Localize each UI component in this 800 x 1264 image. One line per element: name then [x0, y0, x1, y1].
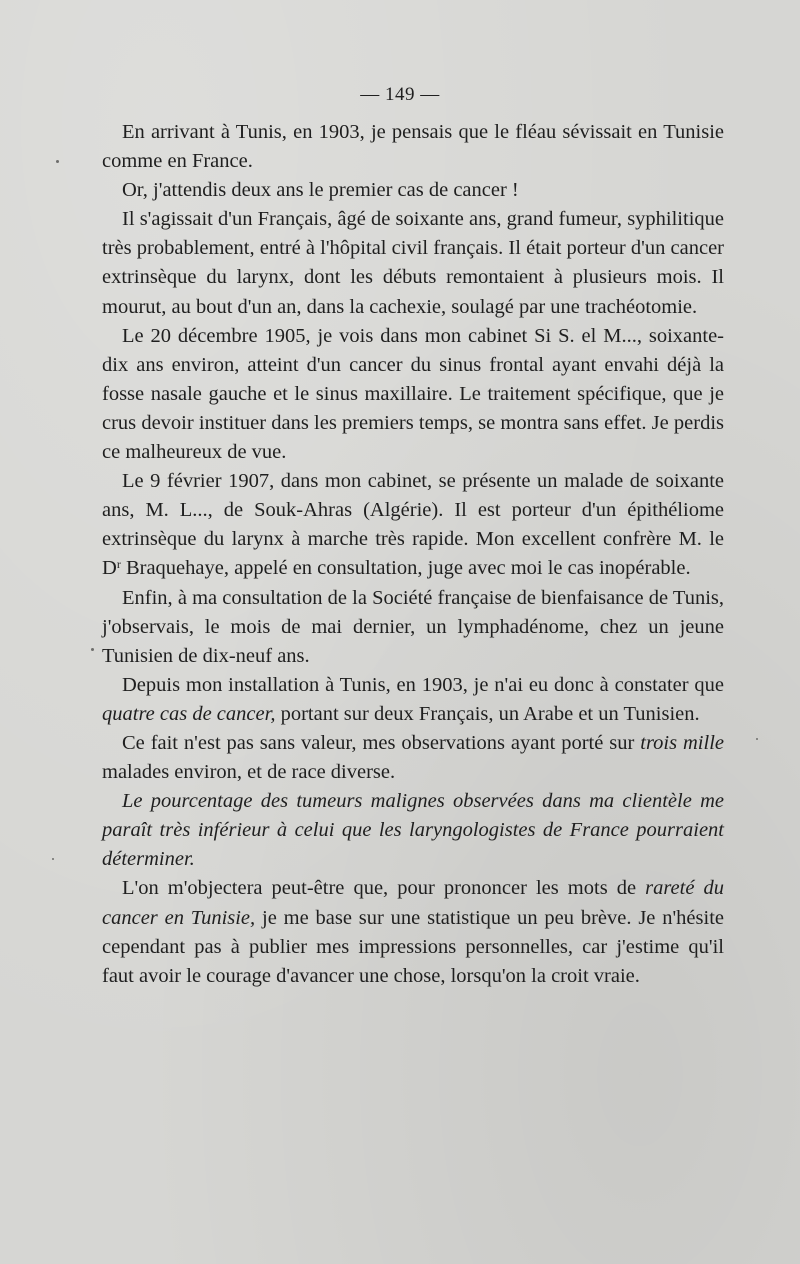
paragraph-conclusion-italic: Le pourcentage des tumeurs malignes observées dans ma clientèle me paraît très inférieur à celui que les laryngologistes de France pourraient déterminer.	[102, 790, 724, 871]
paragraph-objection	[102, 874, 724, 990]
paragraph-third-case	[102, 467, 724, 583]
paragraph-summary	[102, 671, 724, 729]
paper-speck	[52, 858, 54, 860]
paper-speck	[91, 648, 94, 651]
paragraph-objection-end: je me base sur une statistique un peu brève. Je n'hésite cependant pas à publier mes impressions personnelles, car j'estime qu'il faut avoir le courage d'avancer une chose, lorsqu'on la croit vraie.	[102, 906, 724, 987]
paragraph-observations-end: malades environ, et de race diverse.	[102, 761, 396, 784]
paragraph-arrival: En arrivant à Tunis, en 1903, je pensais que le fléau sévissait en Tunisie comme en France.	[102, 121, 724, 173]
paragraph-objection-start: L'on m'objectera peut-être que, pour prononcer les mots de	[122, 877, 646, 900]
paragraph-observations-start: Ce fait n'est pas sans valeur, mes observations ayant porté sur	[122, 731, 641, 754]
paper-speck	[756, 738, 758, 740]
page-number: — 149 —	[360, 84, 440, 105]
paper-speck	[56, 160, 59, 163]
paragraph-observations-emphasis: trois mille	[640, 731, 724, 754]
paragraph-third-case-start: Le 9 février 1907, dans mon cabinet, se présente un malade de soixante ans, M. L..., de Souk-Ahras (Algérie). Il est porteur d'un épithéliome extrinsèque du larynx à marche très rapide. Mon excellent confrère M. le D	[102, 470, 724, 580]
body-text	[102, 118, 724, 991]
paragraph-summary-emphasis: quatre cas de cancer,	[102, 702, 276, 725]
paragraph-first-case: Il s'agissait d'un Français, âgé de soixante ans, grand fumeur, syphilitique très probablement, entré à l'hôpital civil français. Il était porteur d'un cancer extrinsèque du larynx, dont les débuts remontaient à plusieurs mois. Il mourut, au bout d'un an, dans la cachexie, soulagé par une trachéotomie.	[102, 208, 724, 318]
paragraph-summary-end: portant sur deux Français, un Arabe et un Tunisien.	[275, 702, 700, 725]
doctor-superscript: r	[116, 557, 121, 572]
paragraph-summary-start: Depuis mon installation à Tunis, en 1903, je n'ai eu donc à constater que	[122, 673, 724, 696]
paragraph-waiting: Or, j'attendis deux ans le premier cas de cancer !	[122, 179, 519, 202]
paragraph-third-case-end: Braquehaye, appelé en consultation, juge avec moi le cas inopérable.	[120, 557, 691, 580]
paragraph-objection-emphasis: rareté du cancer en Tunisie,	[102, 877, 724, 929]
paragraph-fourth-case: Enfin, à ma consultation de la Société française de bienfaisance de Tunis, j'observais, le mois de mai dernier, un lymphadénome, chez un jeune Tunisien de dix-neuf ans.	[102, 586, 724, 667]
paragraph-conclusion	[102, 787, 724, 874]
paragraph-second-case: Le 20 décembre 1905, je vois dans mon cabinet Si S. el M..., soixante-dix ans environ, atteint d'un cancer du sinus frontal ayant envahi déjà la fosse nasale gauche et le sinus maxillaire. Le traitement spécifique, que je crus devoir instituer dans les premiers temps, se montra sans effet. Je perdis ce malheureux de vue.	[102, 324, 724, 464]
paragraph-observations	[102, 729, 724, 787]
